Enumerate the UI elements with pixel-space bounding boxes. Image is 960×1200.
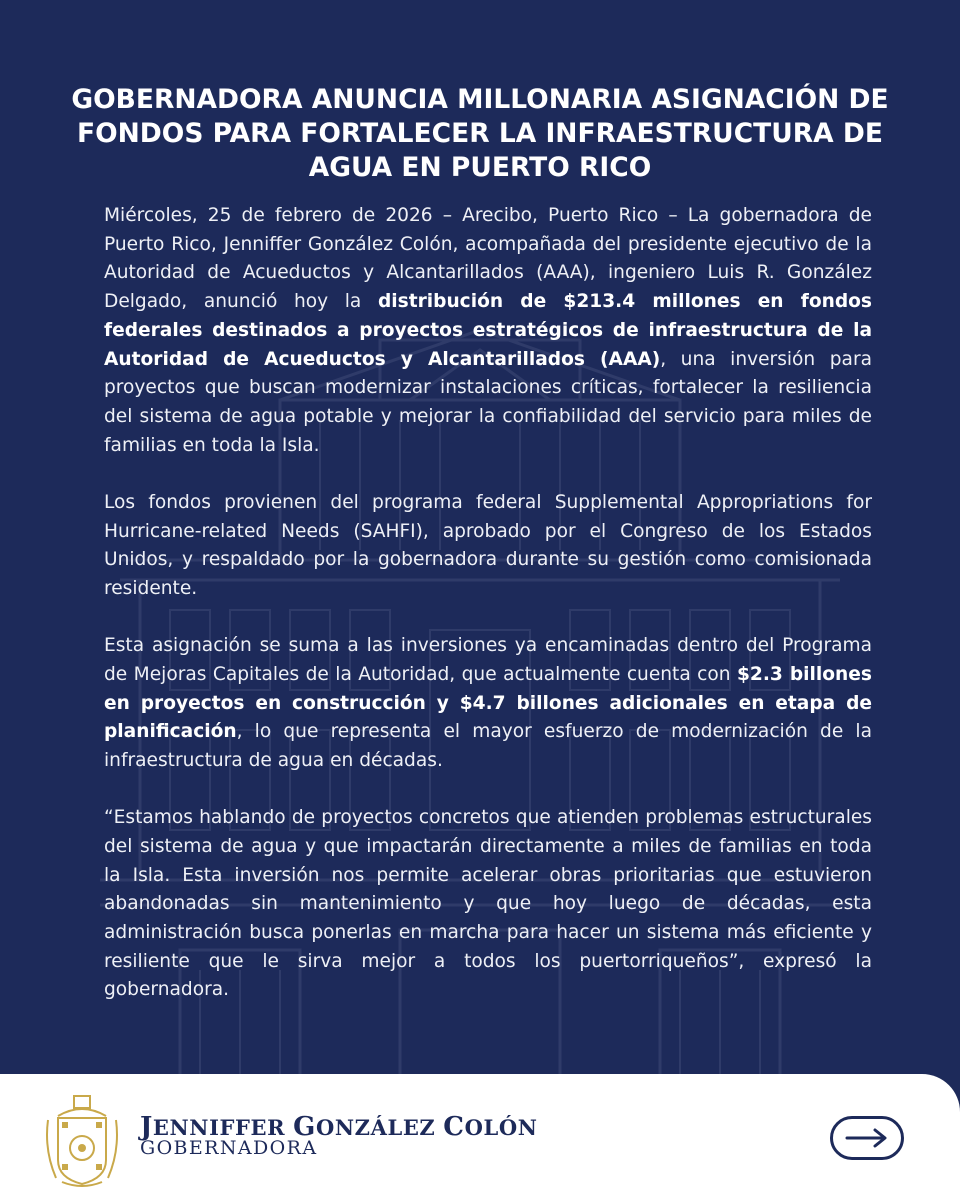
name-rest-1: ENNIFFER: [152, 1115, 286, 1140]
name-initial-3: C: [443, 1112, 465, 1142]
coat-of-arms-icon: [40, 1090, 124, 1190]
paragraph-1: [104, 202, 872, 460]
paragraph-4-quote: “Estamos hablando de proyectos concretos que atienden problemas estructurales del sistema de agua y que impactarán directamente a miles de familias en toda la Isla. Esta inversión nos permite acelerar obras prioritarias que estuvieron abandonadas sin mantenimiento y que hoy luego de décadas, esta administración busca ponerlas en marcha para hacer un sistema más eficiente y resiliente que le sirva mejor a todos los puertorriqueños”, expresó la gobernadora.: [104, 807, 872, 1001]
paragraph-1-end: , una inversión para proyectos que buscan modernizar instalaciones críticas, fortalecer la resiliencia del sistema de agua potable y mejorar la confiabilidad del servicio para miles de familias en toda la Isla.: [104, 348, 872, 456]
paragraph-1-highlight: distribución de $213.4 millones en fondos federales destinados a proyectos estratégicos de infraestructura de la Autoridad de Acueductos y Alcantarillados (AAA): [104, 291, 872, 370]
name-rest-2: ONZÁLEZ: [315, 1115, 436, 1140]
paragraph-2: Los fondos provienen del programa federal Supplemental Appropriations for Hurricane-related Needs (SAHFI), aprobado por el Congreso de los Estados Unidos, y respaldado por la gobernadora durante su gestión como comisionada residente.: [104, 491, 872, 599]
paragraph-3-intro: Esta asignación se suma a las inversiones ya encaminadas dentro del Programa de Mejoras Capitales de la Autoridad, que actualmente cuenta con: [104, 635, 872, 685]
name-initial-2: G: [293, 1112, 316, 1142]
arrow-right-icon: [844, 1128, 890, 1148]
article-body: [104, 202, 872, 1034]
name-rest-3: OLÓN: [464, 1115, 538, 1140]
paragraph-3: [104, 632, 872, 776]
paragraph-3-end: , lo que representa el mayor esfuerzo de modernización de la infraestructura de agua en décadas.: [104, 721, 872, 771]
headline: GOBERNADORA ANUNCIA MILLONARIA ASIGNACIÓN DE FONDOS PARA FORTALECER LA INFRAESTRUCTURA DE AGUA EN PUERTO RICO: [71, 84, 889, 183]
next-slide-button[interactable]: [830, 1116, 904, 1160]
paragraph-3-highlight: $2.3 billones en proyectos en construcción y $4.7 billones adicionales en etapa de planificación: [104, 663, 872, 743]
governor-title: GOBERNADORA: [140, 1137, 318, 1159]
name-initial-1: J: [140, 1112, 153, 1142]
signature-footer: [0, 1074, 960, 1200]
paragraph-1-intro: Miércoles, 25 de febrero de 2026 – Arecibo, Puerto Rico – La gobernadora de Puerto Rico, Jenniffer González Colón, acompañada del presidente ejecutivo de la Autoridad de Acueductos y Alcantarillados (AAA), ingeniero Luis R. González Delgado, anunció hoy la: [104, 205, 872, 313]
